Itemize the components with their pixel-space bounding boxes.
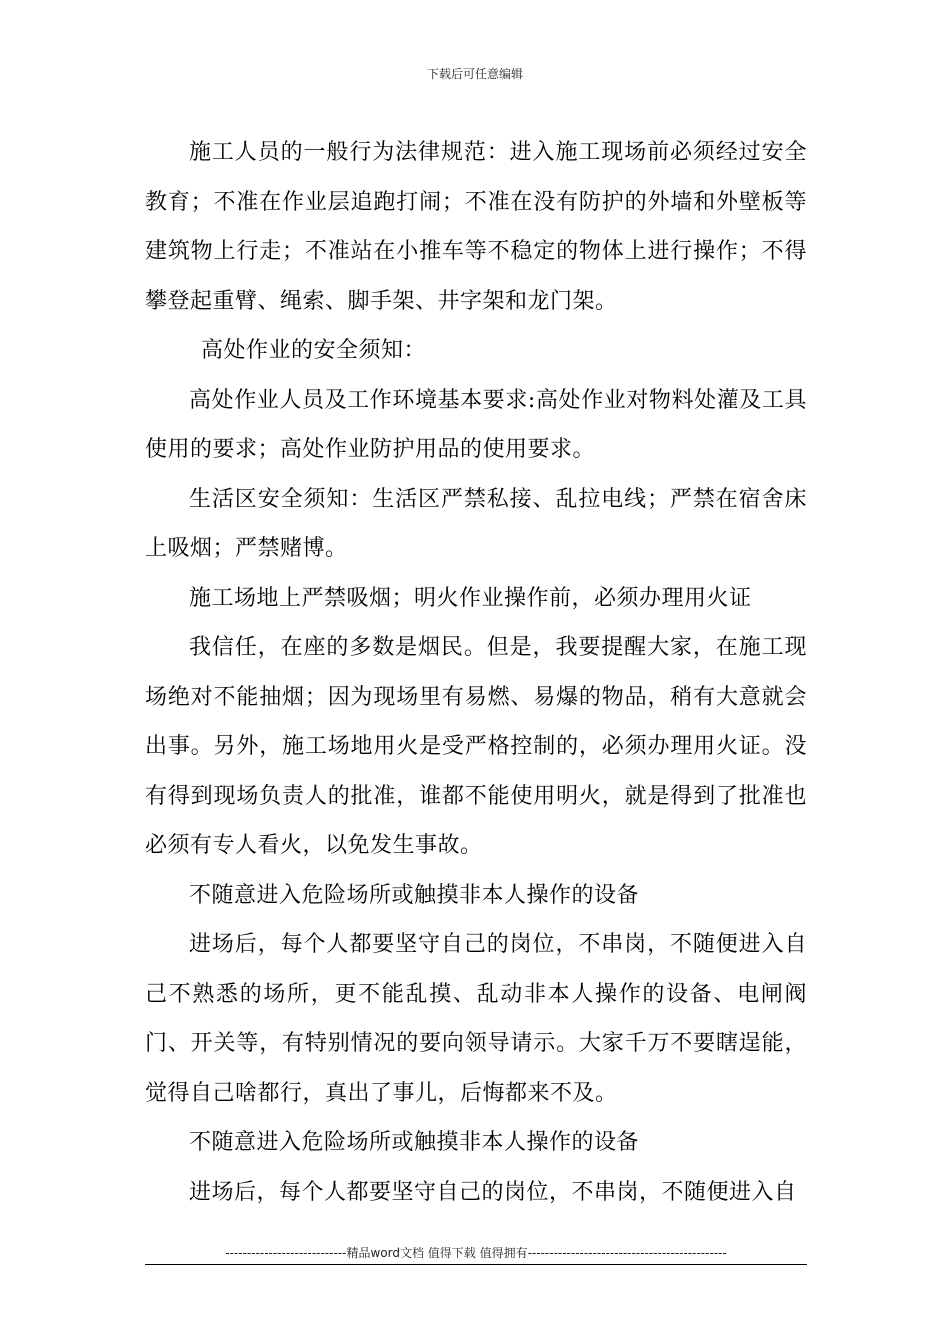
paragraph-danger-zone-detail-repeat: 进场后，每个人都要坚守自己的岗位，不串岗，不随便进入自 (189, 1179, 797, 1205)
paragraph-no-smoking-detail: 我信任，在座的多数是烟民。但是，我要提醒大家，在施工现场绝对不能抽烟；因为现场里有易燃、易爆的物品，稍有大意就会出事。另外，施工场地用火是受严格控制的，必须办理用火证。没有得到现场负责人的批准，谁都不能使用明火，就是得到了批准也必须有专人看火，以免发生事故。 (145, 635, 807, 858)
paragraph-heading-height-work: 高处作业的安全须知： (201, 338, 427, 363)
document-body (145, 128, 807, 1217)
paragraph-danger-zone-heading-repeat: 不随意进入危险场所或触摸非本人操作的设备 (189, 1130, 640, 1155)
paragraph-no-smoking-heading: 施工场地上严禁吸烟；明火作业操作前，必须办理用火证 (189, 585, 752, 611)
paragraph-height-work-requirements: 高处作业人员及工作环境基本要求:高处作业对物料处灌及工具使用的要求；高处作业防护用品的使用要求。 (145, 387, 807, 462)
paragraph-worker-conduct: 施工人员的一般行为法律规范：进入施工现场前必须经过安全教育；不准在作业层追跑打闹；不准在没有防护的外墙和外壁板等建筑物上行走；不准站在小推车等不稳定的物体上进行操作；不得攀登起重臂、绳索、脚手架、井字架和龙门架。 (145, 140, 807, 314)
paragraph-danger-zone-heading: 不随意进入危险场所或触摸非本人操作的设备 (189, 882, 640, 908)
paragraph-danger-zone-detail: 进场后，每个人都要坚守自己的岗位，不串岗，不随便进入自己不熟悉的场所，更不能乱摸、乱动非本人操作的设备、电闸阀门、开关等，有特别情况的要向领导请示。大家千万不要瞎逞能，觉得自己啥都行，真出了事儿，后悔都来不及。 (145, 932, 807, 1106)
page-footer: ----------------------------精品word文档 值得下载 值得拥有---------------------------------------------- (225, 1246, 727, 1260)
page-header: 下载后可任意编辑 (426, 67, 523, 81)
paragraph-living-area-safety: 生活区安全须知：生活区严禁私接、乱拉电线；严禁在宿舍床上吸烟；严禁赌博。 (145, 486, 807, 561)
footer-divider (145, 1264, 807, 1265)
